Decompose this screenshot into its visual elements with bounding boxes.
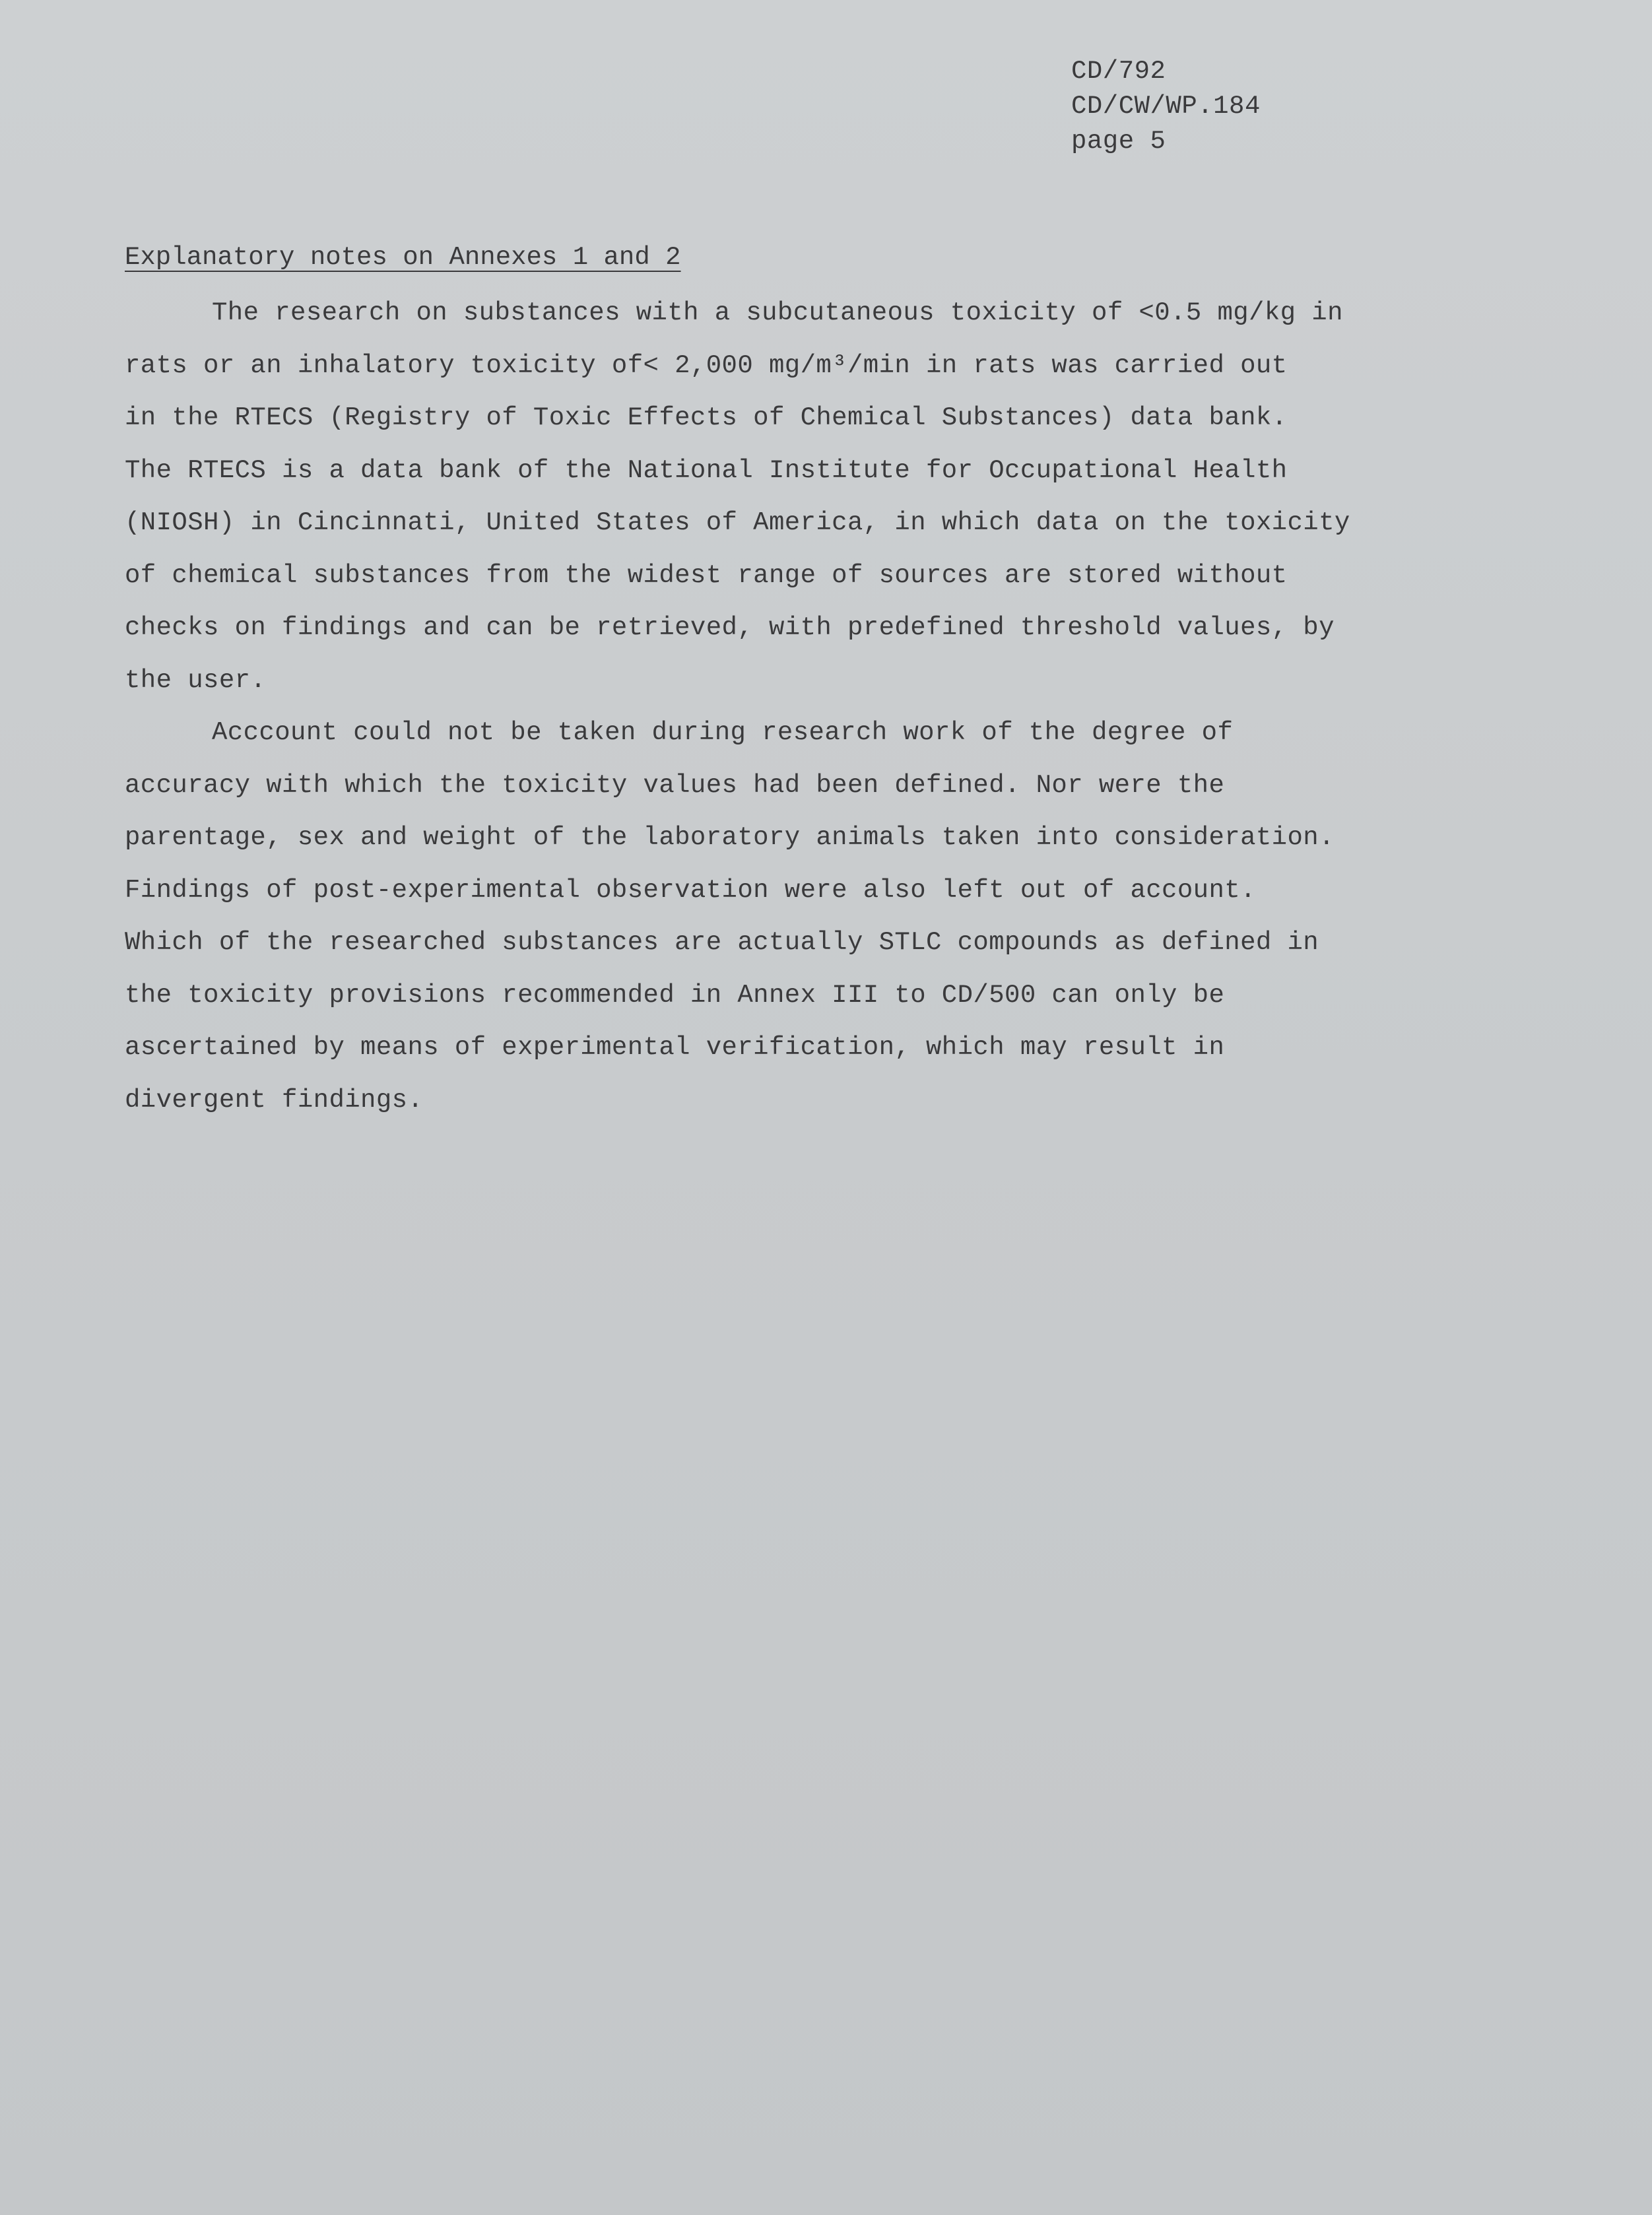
paragraph-line: of chemical substances from the widest range of sources are stored without	[125, 560, 1288, 590]
paragraph-line: ascertained by means of experimental verification, which may result in	[125, 1033, 1225, 1062]
paragraph-line: parentage, sex and weight of the laboratory animals taken into consideration.	[125, 823, 1335, 852]
paragraph-line: divergent findings.	[125, 1085, 424, 1115]
paragraph-line: The research on substances with a subcutaneous toxicity of <0.5 mg/kg in	[212, 298, 1343, 327]
paragraph-line: checks on findings and can be retrieved, with predefined threshold values, by	[125, 613, 1335, 642]
page-number: page 5	[1071, 127, 1166, 156]
document-number: CD/792	[1071, 57, 1166, 86]
paragraph-line: the user.	[125, 665, 267, 695]
paragraph-1	[125, 287, 1498, 707]
paragraph-line: accuracy with which the toxicity values had been defined. Nor were the	[125, 770, 1225, 800]
paragraph-line: in the RTECS (Registry of Toxic Effects of Chemical Substances) data bank.	[125, 403, 1288, 432]
paragraph-line: rats or an inhalatory toxicity of< 2,000 mg/m³/min in rats was carried out	[125, 350, 1288, 380]
body-text	[125, 287, 1498, 1127]
paragraph-2	[125, 707, 1498, 1127]
paragraph-line: Findings of post-experimental observation were also left out of account.	[125, 875, 1256, 905]
paragraph-line: Acccount could not be taken during research work of the degree of	[212, 718, 1234, 747]
working-paper-number: CD/CW/WP.184	[1071, 92, 1261, 121]
paragraph-line: (NIOSH) in Cincinnati, United States of America, in which data on the toxicity	[125, 508, 1350, 537]
paragraph-line: The RTECS is a data bank of the National Institute for Occupational Health	[125, 455, 1288, 485]
paragraph-line: the toxicity provisions recommended in Annex III to CD/500 can only be	[125, 980, 1225, 1010]
section-title: Explanatory notes on Annexes 1 and 2	[125, 243, 681, 272]
paragraph-line: Which of the researched substances are actually STLC compounds as defined in	[125, 928, 1319, 957]
document-header	[1071, 54, 1261, 159]
